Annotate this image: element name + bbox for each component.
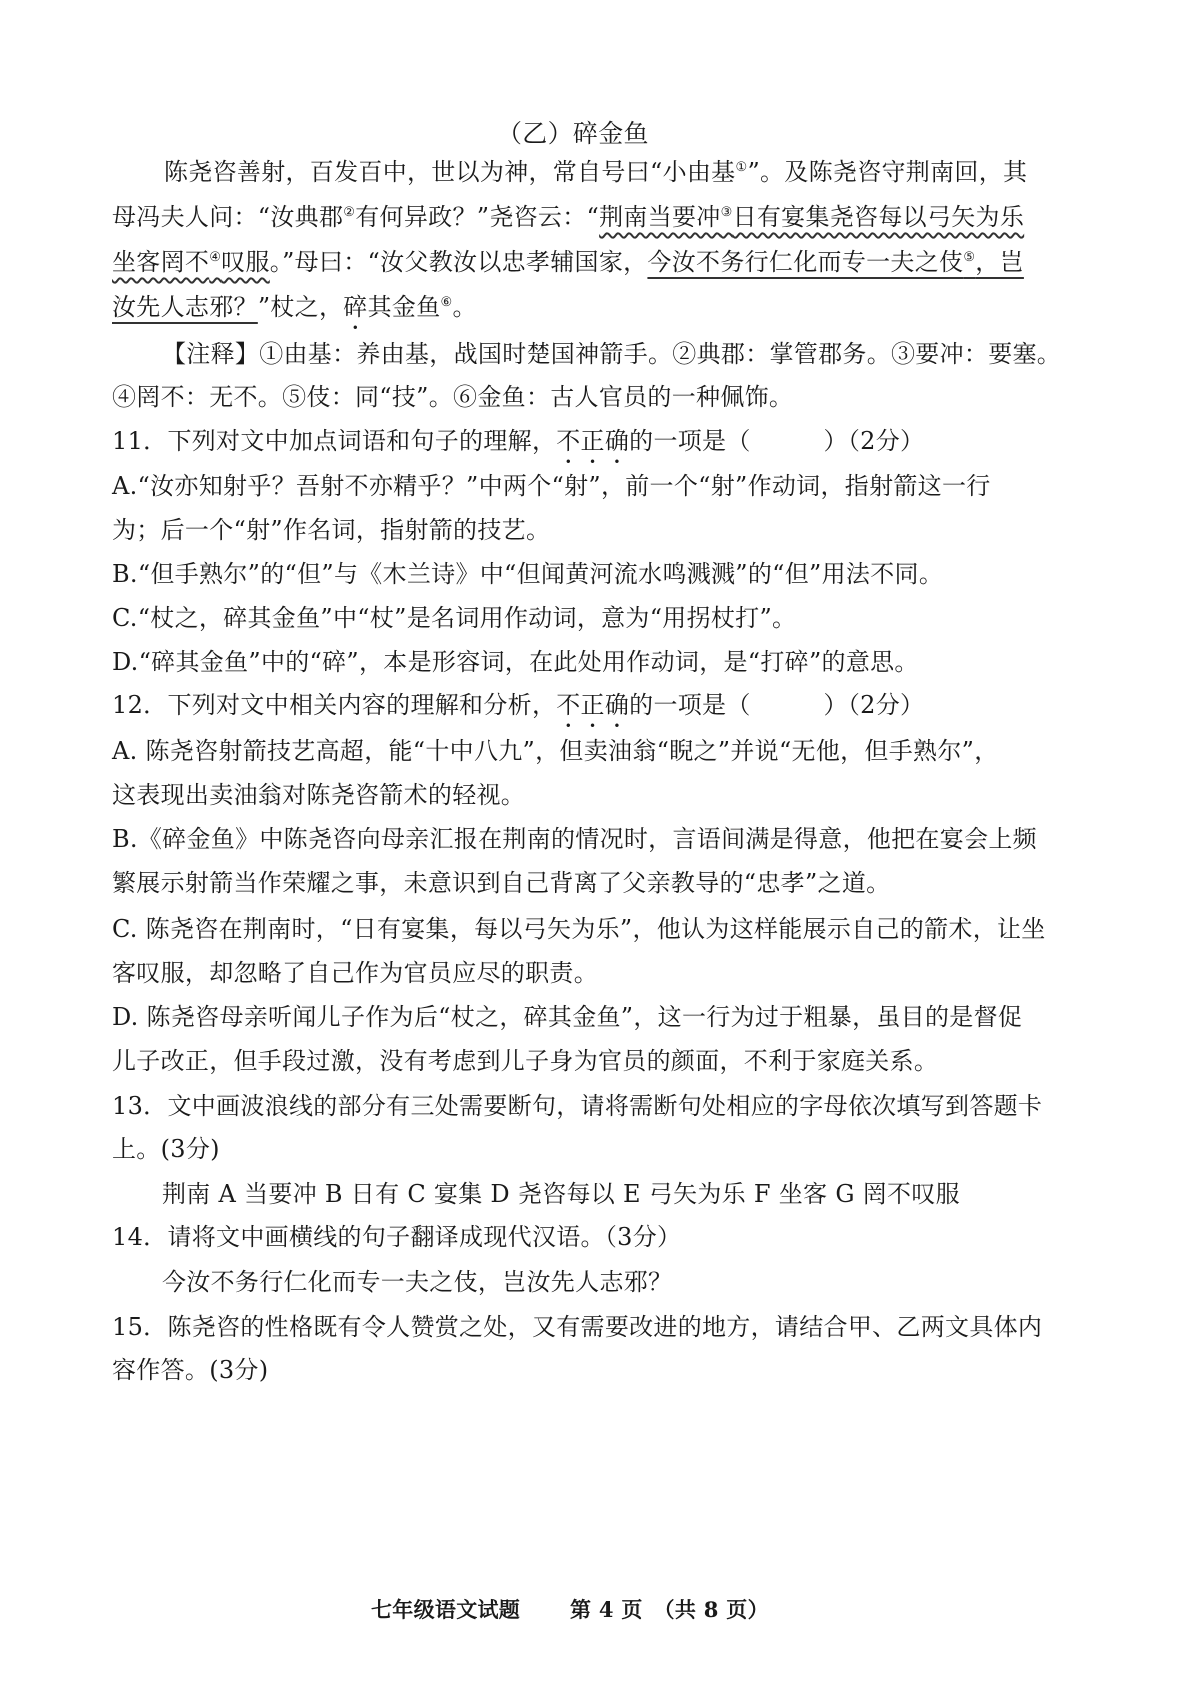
q13-stem-cont: 上。(3分) [112, 1135, 220, 1163]
q14-stem: 14．请将文中画横线的句子翻译成现代汉语。（3分） [112, 1223, 682, 1251]
emphasis-dots: 不正确 [556, 691, 630, 719]
footnote-marker: ② [343, 205, 356, 220]
passage-line-3 [112, 245, 1024, 279]
q15-stem-cont: 容作答。(3分) [112, 1356, 269, 1384]
wavy-underlined-text: 荆南当要冲③日有宴集尧咨每以弓矢为乐 [599, 203, 1025, 231]
passage-text: ”杖之， [257, 293, 344, 321]
footer-page-number: 第 4 页 （共 8 页） [570, 1597, 769, 1622]
passage-line-2 [112, 200, 1024, 234]
passage-text: 有何异政？”尧咨云：“ [355, 203, 600, 231]
passage-text: 。”母曰：“汝父教汝以忠孝辅国家， [269, 248, 648, 276]
q12-stem: 12．下列对文中相关内容的理解和分析，不正确的一项是（ ）（2分） [112, 691, 925, 719]
q12-option-b-cont: 繁展示射箭当作荣耀之事，未意识到自己背离了父亲教导的“忠孝”之道。 [112, 869, 891, 897]
dotted-word: 碎 [343, 293, 368, 321]
q11-option-b: B.“但手熟尔”的“但”与《木兰诗》中“但闻黄河流水鸣溅溅”的“但”用法不同。 [112, 560, 944, 588]
wavy-underlined-text: 坐客罔不④叹服 [112, 248, 270, 276]
passage-text: 其金鱼 [367, 293, 441, 321]
q12-option-a-cont: 这表现出卖油翁对陈尧咨箭术的轻视。 [112, 781, 526, 809]
q15-stem: 15．陈尧咨的性格既有令人赞赏之处，又有需要改进的地方，请结合甲、乙两文具体内 [112, 1313, 1043, 1341]
q13-stem: 13．文中画波浪线的部分有三处需要断句，请将需断句处相应的字母依次填写到答题卡 [112, 1092, 1043, 1120]
q13-text: 荆南 A 当要冲 B 日有 C 宴集 D 尧咨每以 E 弓矢为乐 F 坐客 G 罔不叹服 [162, 1180, 960, 1208]
underlined-sentence: 今汝不务行仁化而专一夫之伎⑤，岂 [647, 248, 1024, 276]
passage-text: 母冯夫人问：“汝典郡 [112, 203, 344, 231]
passage-text: 。 [452, 293, 477, 321]
emphasis-dots: 不正确 [556, 427, 630, 455]
passage-title: （乙）碎金鱼 [497, 119, 649, 148]
passage-text: ”。及陈尧咨守荆南回，其 [747, 158, 1028, 186]
footer-subject: 七年级语文试题 [371, 1597, 521, 1622]
q12-option-b: B.《碎金鱼》中陈尧咨向母亲汇报在荆南的情况时，言语间满是得意，他把在宴会上频 [112, 825, 1037, 853]
underlined-sentence: 汝先人志邪？ [112, 293, 258, 321]
notes-line-1: 【注释】①由基：养由基，战国时楚国神箭手。②典郡：掌管郡务。③要冲：要塞。 [162, 340, 1062, 368]
q12-option-d: D. 陈尧咨母亲听闻儿子作为后“杖之，碎其金鱼”，这一行为过于粗暴，虽目的是督促 [112, 1003, 1023, 1031]
q12-option-d-cont: 儿子改正，但手段过激，没有考虑到儿子身为官员的颜面，不利于家庭关系。 [112, 1047, 939, 1075]
q11-option-c: C.“杖之，碎其金鱼”中“杖”是名词用作动词，意为“用拐杖打”。 [112, 604, 797, 632]
q11-option-a-cont: 为；后一个“射”作名词，指射箭的技艺。 [112, 516, 551, 544]
footnote-marker: ⑥ [440, 295, 453, 310]
q12-option-a: A. 陈尧咨射箭技艺高超，能“十中八九”，但卖油翁“睨之”并说“无他，但手熟尔”， [112, 737, 999, 765]
passage-line-1 [164, 155, 1027, 189]
q11-option-a: A.“汝亦知射乎？吾射不亦精乎？”中两个“射”，前一个“射”作动词，指射箭这一行 [112, 472, 991, 500]
q14-text: 今汝不务行仁化而专一夫之伎，岂汝先人志邪？ [162, 1268, 673, 1296]
passage-line-4 [112, 290, 477, 335]
q12-option-c: C. 陈尧咨在荆南时，“日有宴集，每以弓矢为乐”，他认为这样能展示自己的箭术，让坐 [112, 915, 1046, 943]
q11-option-d: D.“碎其金鱼”中的“碎”，本是形容词，在此处用作动词，是“打碎”的意思。 [112, 648, 919, 676]
q11-stem: 11．下列对文中加点词语和句子的理解，不正确的一项是（ ）（2分） [112, 427, 925, 455]
notes-line-2: ④罔不：无不。⑤伎：同“技”。⑥金鱼：古人官员的一种佩饰。 [112, 383, 794, 411]
q12-option-c-cont: 客叹服，却忽略了自己作为官员应尽的职责。 [112, 959, 598, 987]
footnote-marker: ① [735, 160, 748, 175]
passage-text: 陈尧咨善射，百发百中，世以为神，常自号曰“小由基 [164, 158, 736, 186]
